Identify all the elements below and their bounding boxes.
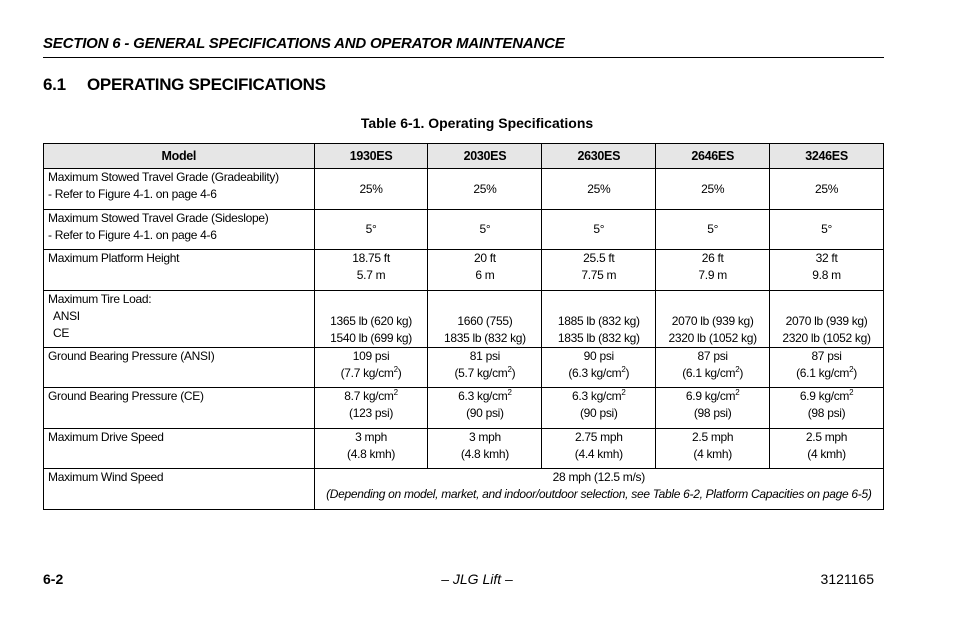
column-header-2030es: 2030ES [428,144,542,169]
column-header-2630es: 2630ES [542,144,656,169]
table-cell: 3 mph (4.8 kmh) [428,429,542,469]
row-label: Maximum Tire Load: ANSI CE [44,291,315,348]
table-cell: 25% [428,169,542,210]
row-label: Ground Bearing Pressure (ANSI) [44,348,315,388]
table-cell: 25% [542,169,656,210]
table-row-gradeability [44,169,884,210]
table-cell: 2070 lb (939 kg) 2320 lb (1052 kg) [770,291,884,348]
table-cell: 2070 lb (939 kg) 2320 lb (1052 kg) [656,291,770,348]
table-cell-wind [314,469,883,510]
wind-speed-value: 28 mph (12.5 m/s) [552,470,645,484]
row-label: Maximum Platform Height [44,250,315,291]
row-label: Ground Bearing Pressure (CE) [44,388,315,429]
table-cell: 81 psi (5.7 $kg/cm^2$) [428,348,542,388]
table-row-gbp-ce [44,388,884,429]
table-cell: 26 ft 7.9 m [656,250,770,291]
table-cell: 5° [314,210,428,250]
table-cell: 5° [428,210,542,250]
section-heading [43,75,326,95]
wind-speed-note: (Depending on model, market, and indoor/outdoor selection, see Table 6-2, Platform Capacities on page 6-5) [326,487,872,501]
table-row-drive-speed [44,429,884,469]
table-cell: 1365 lb (620 kg) 1540 lb (699 kg) [314,291,428,348]
footer-title: – JLG Lift – [441,571,513,587]
table-cell: 18.75 ft 5.7 m [314,250,428,291]
page-number: 6-2 [43,571,64,587]
heading-number: 6.1 [43,75,66,94]
table-cell: 5° [656,210,770,250]
heading-title: OPERATING SPECIFICATIONS [87,75,326,94]
table-header-row [44,144,884,169]
table-row-wind-speed [44,469,884,510]
table-cell: 8.7 $kg/cm^2$ (123 psi) [314,388,428,429]
column-header-1930es: 1930ES [314,144,428,169]
table-cell: 25% [770,169,884,210]
table-cell: 25% [314,169,428,210]
table-row-sideslope [44,210,884,250]
table-cell: 1885 lb (832 kg) 1835 lb (832 kg) [542,291,656,348]
row-label: Maximum Wind Speed [44,469,315,510]
table-cell: 6.3 $kg/cm^2$ (90 psi) [428,388,542,429]
table-row-tire-load [44,291,884,348]
table-cell: 6.9 $kg/cm^2$ (98 psi) [770,388,884,429]
table-cell: 87 psi (6.1 $kg/cm^2$) [656,348,770,388]
column-header-3246es: 3246ES [770,144,884,169]
table-cell: 6.3 $kg/cm^2$ (90 psi) [542,388,656,429]
table-cell: 25.5 ft 7.75 m [542,250,656,291]
column-header-2646es: 2646ES [656,144,770,169]
table-cell: 2.5 mph (4 kmh) [656,429,770,469]
table-cell: 90 psi (6.3 $kg/cm^2$) [542,348,656,388]
row-label: Maximum Drive Speed [44,429,315,469]
document-number: 3121165 [820,571,874,587]
table-row-gbp-ansi [44,348,884,388]
table-cell: 6.9 $kg/cm^2$ (98 psi) [656,388,770,429]
section-header: SECTION 6 - GENERAL SPECIFICATIONS AND OPERATOR MAINTENANCE [43,35,884,58]
table-cell: 5° [770,210,884,250]
table-cell: 87 psi (6.1 $kg/cm^2$) [770,348,884,388]
table-cell: 1660 (755) 1835 lb (832 kg) [428,291,542,348]
operating-specifications-table [43,143,884,510]
table-row-platform-height [44,250,884,291]
table-cell: 20 ft 6 m [428,250,542,291]
table-cell: 109 psi (7.7 $kg/cm^2$) [314,348,428,388]
table-cell: 2.5 mph (4 kmh) [770,429,884,469]
table-cell: 32 ft 9.8 m [770,250,884,291]
table-caption: Table 6-1. Operating Specifications [360,115,594,131]
row-label: Maximum Stowed Travel Grade (Sideslope) - Refer to Figure 4-1. on page 4-6 [44,210,315,250]
column-header-model: Model [44,144,315,169]
row-label: Maximum Stowed Travel Grade (Gradeability) - Refer to Figure 4-1. on page 4-6 [44,169,315,210]
table-cell: 5° [542,210,656,250]
table-cell: 25% [656,169,770,210]
table-cell: 3 mph (4.8 kmh) [314,429,428,469]
table-cell: 2.75 mph (4.4 kmh) [542,429,656,469]
